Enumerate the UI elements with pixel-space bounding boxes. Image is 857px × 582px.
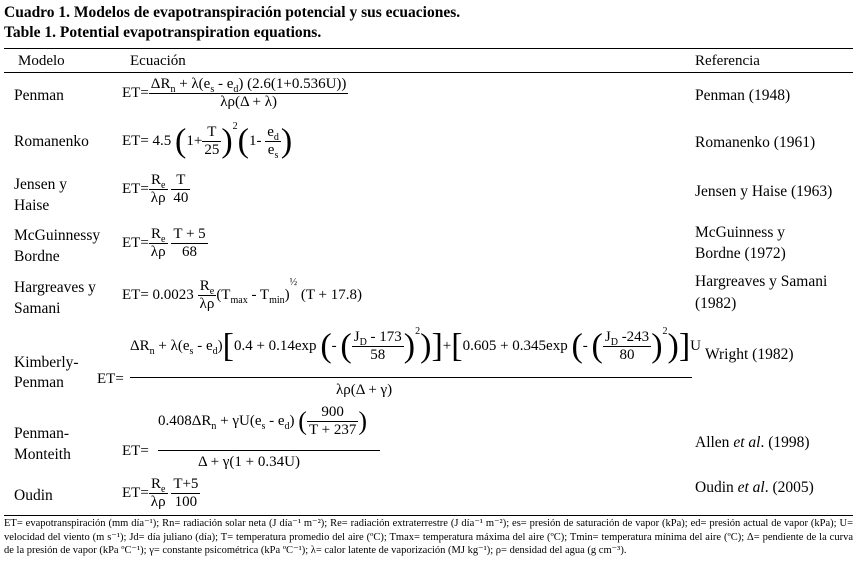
model-penman: Penman xyxy=(14,87,64,104)
reference-romanenko: Romanenko (1961) xyxy=(695,134,816,151)
equation-kimberly-fraction-bar xyxy=(130,377,692,378)
model-hargreaves-line1: Hargreaves y xyxy=(14,279,96,296)
model-kimberly-line1: Kimberly- xyxy=(14,354,79,371)
table-bottom-rule xyxy=(4,515,853,516)
header-reference: Referencia xyxy=(695,53,760,69)
reference-kimberly: Wright (1982) xyxy=(705,346,794,363)
reference-jensen-haise: Jensen y Haise (1963) xyxy=(695,183,833,200)
table-footnote: ET= evapotranspiración (mm día⁻¹); Rn= radiación solar neta (J día⁻¹ m⁻²); Re= radiación extraterrestre (J día⁻¹ m⁻²); es= presión de saturación de vapor (kPa); ed= presión actual de vapor (kPa); U= velocidad del viento (m s⁻¹); Jd= día juliano (día); T= temperatura promedio del aire (ºC); Tmax= temperatura máxima del aire (ºC); Tmin= temperatura mínima del aire (ºC); Δ= pendiente de la curva de la presión de vapor (kPa ºC⁻¹); γ= constante psicométrica (kPa ºC⁻¹); λ= calor latente de vaporización (MJ kg⁻¹); ρ= densidad del agua (g cm⁻³). xyxy=(4,518,853,557)
reference-penman: Penman (1948) xyxy=(695,87,791,104)
model-oudin: Oudin xyxy=(14,487,53,504)
equation-monteith-numerator: $0.408\Delta R_n + \gamma U(e_s - e_d)$ ( $\frac{900}{T + 237}$ ) xyxy=(158,404,367,438)
model-kimberly-line2: Penman xyxy=(14,374,64,391)
equation-jensen-haise: ET= $\frac{R_e}{\lambda\rho}$ $\frac{T}{40}$ xyxy=(122,172,189,206)
equation-kimberly-label: ET= xyxy=(97,371,124,387)
equation-kimberly-denominator: λρ(Δ + γ) xyxy=(336,382,393,398)
equation-romanenko: ET= 4.5 (1+ $\frac{T}{25}$ )$^2$(1- $\frac{e_d}{e_s}$ ) xyxy=(122,120,293,161)
model-monteith-line1: Penman- xyxy=(14,425,70,442)
reference-hargreaves-line1: Hargreaves y Samani xyxy=(695,273,828,290)
equation-mcguinness-bordne: ET= $\frac{R_e}{\lambda\rho}$ $\frac{T + 5}{68}$ xyxy=(122,226,206,260)
reference-oudin: Oudin et al. (2005) xyxy=(695,479,814,496)
equation-hargreaves-samani: ET= 0.0023 $\frac{R_e}{\lambda\rho}$ $(T_{max} - T_{min})^{\frac{1}{2}}$ (T + 17.8) xyxy=(122,276,362,312)
equation-kimberly-numerator: $\Delta R_n + \lambda(e_s - e_d)[0.4 + 0.14\exp$ (- ( $\frac{J_D - 173}{58}$ )$^2$)]+[0.605 + 0.345exp (- ( $\frac{J_D -243}{80}$ )$^2$)]U xyxy=(130,325,702,365)
header-top-rule xyxy=(4,48,853,49)
equation-monteith-label: ET= xyxy=(122,443,149,459)
model-hargreaves-line2: Samani xyxy=(14,300,61,317)
reference-mcguinness-line1: McGuinness y xyxy=(695,224,785,241)
table-title-es: Cuadro 1. Modelos de evapotranspiración potencial y sus ecuaciones. xyxy=(4,4,461,21)
reference-monteith: Allen et al. (1998) xyxy=(695,434,810,451)
equation-penman: ET= $\frac{\Delta R_n + \lambda(e_s - e_d) (2.6(1+0.536U))}{\lambda\rho(\Delta + \lambda)}$ xyxy=(122,76,347,110)
model-jensen-line2: Haise xyxy=(14,197,50,214)
equation-monteith-fraction-bar xyxy=(158,450,380,451)
model-jensen-line1: Jensen y xyxy=(14,176,67,193)
header-equation: Ecuación xyxy=(130,53,186,69)
model-mcguinness-line1: McGuinnessy xyxy=(14,227,101,244)
reference-mcguinness-line2: Bordne (1972) xyxy=(695,245,786,262)
model-romanenko: Romanenko xyxy=(14,133,89,150)
equation-monteith-denominator: Δ + γ(1 + 0.34U) xyxy=(198,454,300,470)
equation-oudin: ET= $\frac{R_e}{\lambda\rho}$ $\frac{T+5}{100}$ xyxy=(122,476,199,510)
model-mcguinness-line2: Bordne xyxy=(14,248,60,265)
header-model: Modelo xyxy=(18,53,65,69)
model-monteith-line2: Monteith xyxy=(14,446,71,463)
reference-hargreaves-line2: (1982) xyxy=(695,295,737,312)
header-bottom-rule xyxy=(4,72,853,73)
table-title-en: Table 1. Potential evapotranspiration equations. xyxy=(4,24,322,41)
